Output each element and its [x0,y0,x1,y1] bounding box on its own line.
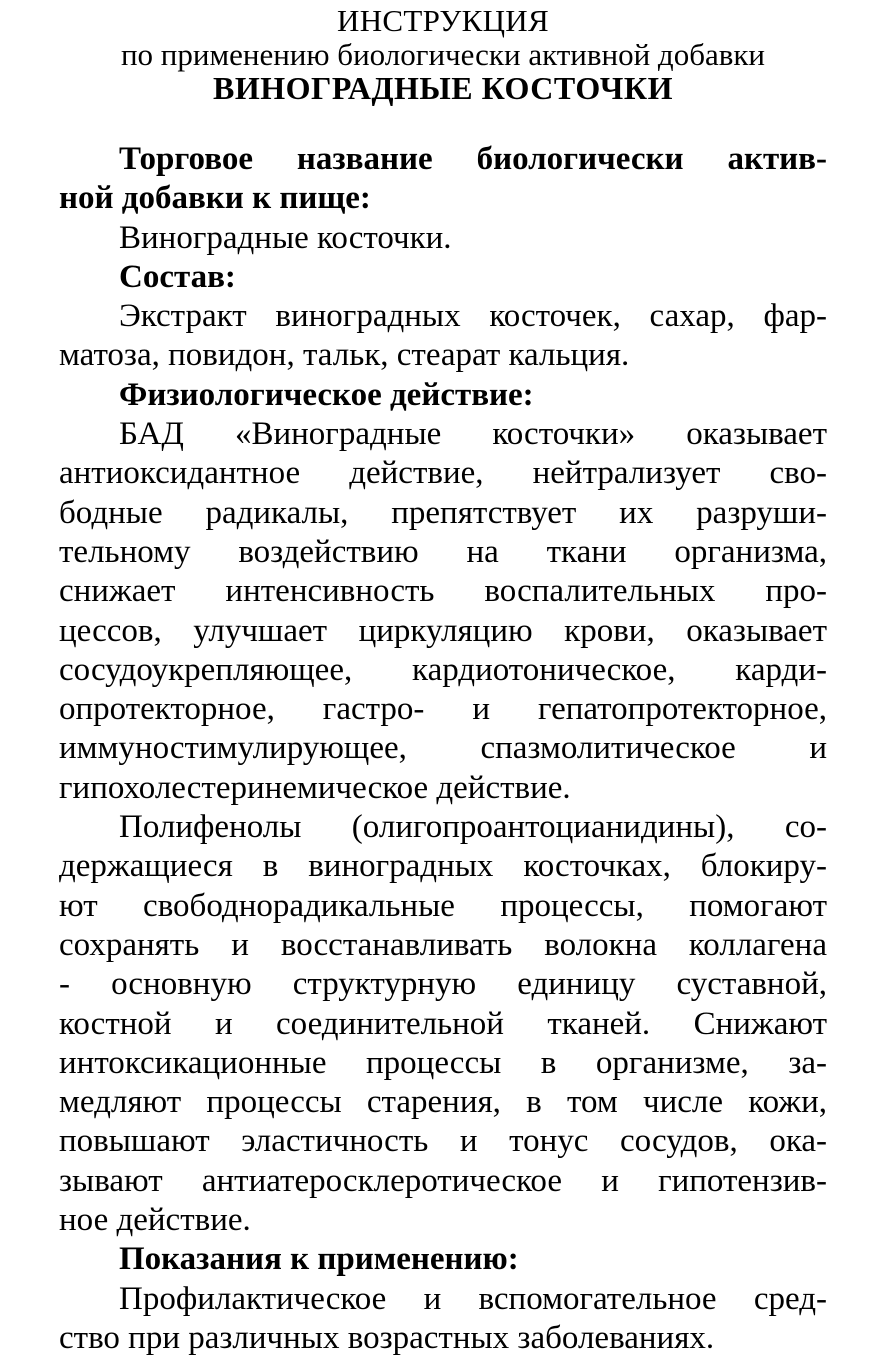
body-text-line: зывают антиатеросклеротическое и гипотензив- [59,1162,827,1199]
body-text-line: медляют процессы старения, в том числе кожи, [59,1084,827,1121]
body-text-line: Полифенолы (олигопроантоцианидины), со- [119,809,827,846]
section-heading-line: Показания к применению: [119,1241,519,1278]
body-text-line: БАД «Виноградные косточки» оказывает [119,416,827,453]
body-text-line: гипохолестеринемическое действие. [59,769,571,806]
body-text-line: Экстракт виноградных косточек, сахар, фар- [119,298,827,335]
body-text-line: опротекторное, гастро- и гепатопротекторное, [59,691,827,728]
body-text-line: Профилактическое и вспомогательное сред- [119,1280,827,1317]
section-heading-line: Состав: [119,258,236,295]
body-text-line: ют свободнорадикальные процессы, помогают [59,887,827,924]
body-text-line: матоза, повидон, тальк, стеарат кальция. [59,337,630,374]
instruction-body [59,140,827,1358]
section-heading-line: ной добавки к пище: [59,180,371,217]
body-text-line: Виноградные косточки. [119,219,452,256]
body-text-line: снижает интенсивность воспалительных про- [59,573,827,610]
section-heading-line: Физиологическое действие: [119,376,534,413]
body-text-line: иммуностимулирующее, спазмолитическое и [59,730,827,767]
body-text-line: держащиеся в виноградных косточках, блокиру- [59,848,827,885]
body-text-line: бодные радикалы, препятствует их разруши- [59,494,827,531]
section-heading-line: Торговое название биологически актив- [119,141,827,177]
body-text-line: ное действие. [59,1202,251,1239]
body-text-line: сосудоукрепляющее, кардиотоническое, карди- [59,651,827,688]
body-text-line: повышают эластичность и тонус сосудов, ока- [59,1123,827,1160]
body-text-line: цессов, улучшает циркуляцию крови, оказывает [59,612,827,649]
document-title: ИНСТРУКЦИЯ [337,3,549,38]
body-text-line: тельному воздействию на ткани организма, [59,533,827,570]
body-text-line: интоксикационные процессы в организме, за- [59,1044,827,1081]
body-text-line: костной и соединительной тканей. Снижают [59,1005,827,1042]
body-text-line: ство при различных возрастных заболеваниях. [59,1319,715,1356]
document-header [0,4,886,105]
document-subtitle: по применению биологически активной добавки [120,37,766,72]
body-text-line: антиоксидантное действие, нейтрализует сво- [59,455,827,492]
body-text-line: - основную структурную единицу суставной, [59,966,827,1003]
product-name-heading: ВИНОГРАДНЫЕ КОСТОЧКИ [213,70,673,106]
body-text-line: сохранять и восстанавливать волокна коллагена [59,926,827,963]
